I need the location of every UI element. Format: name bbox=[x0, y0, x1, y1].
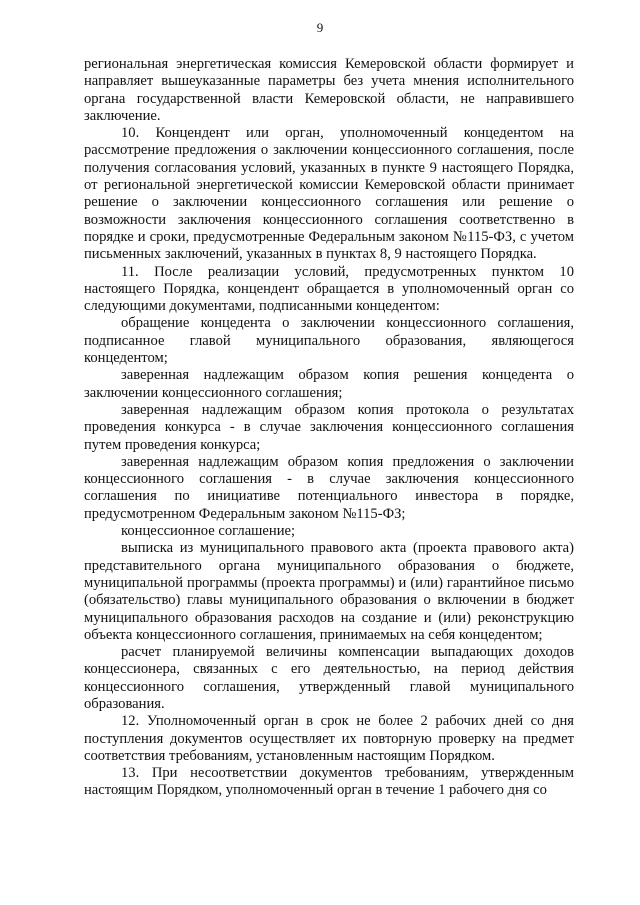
paragraph-clause-11: 11. После реализации условий, предусмотренных пунктом 10 настоящего Порядка, концендент обращается в уполномоченный орган со следующими документами, подписанными концедентом: bbox=[84, 263, 574, 315]
list-item-legal-act-extract: выписка из муниципального правового акта (проекта правового акта) представительного органа муниципального образования о бюджете, муниципальной программы (проекта программы) и (или) гарантийное письмо (обязательство) главы муниципального образования о включении в бюджет муниципального образования расходов на создание и (или) реконструкцию объекта концессионного соглашения, принимаемых на себя концедентом; bbox=[84, 540, 574, 643]
paragraph-continuation: региональная энергетическая комиссия Кемеровской области формирует и направляет вышеуказанные параметры без учета мнения исполнительного органа государственной власти Кемеровской области, не направившего заключение. bbox=[84, 56, 574, 124]
list-item-proposal-copy: заверенная надлежащим образом копия предложения о заключении концессионного соглашения - в случае заключения концессионного соглашения по инициативе потенциального инвестора в порядке, предусмотренном Федеральным законом №115-ФЗ; bbox=[84, 453, 574, 522]
paragraph-clause-13: 13. При несоответствии документов требованиям, утвержденным настоящим Порядком, уполномоченный орган в течение 1 рабочего дня со bbox=[84, 765, 574, 799]
list-item-protocol-copy: заверенная надлежащим образом копия протокола о результатах проведения конкурса - в случае заключения концессионного соглашения путем проведения конкурса; bbox=[84, 401, 574, 453]
paragraph-clause-12: 12. Уполномоченный орган в срок не более 2 рабочих дней со дня поступления документов осуществляет их повторную проверку на предмет соответствия требованиям, установленным настоящим Порядком. bbox=[84, 713, 574, 764]
paragraph-clause-10: 10. Концендент или орган, уполномоченный концедентом на рассмотрение предложения о заключении концессионного соглашения, после получения согласования условий, указанных в пункте 9 настоящего Порядка, от региональной энергетической комиссии Кемеровской области принимает решение о заключении концессионного соглашения или решение о возможности заключения концессионного соглашения соответственно в порядке и сроки, предусмотренные Федеральным законом №115-ФЗ, с учетом письменных заключений, указанных в пунктах 8, 9 настоящего Порядка. bbox=[84, 125, 574, 263]
list-item-decision-copy: заверенная надлежащим образом копия решения концедента о заключении концессионного соглашения; bbox=[84, 367, 574, 401]
document-body bbox=[84, 56, 574, 800]
list-item-concession-agreement: концессионное соглашение; bbox=[121, 523, 296, 540]
page-number: 9 bbox=[316, 20, 324, 35]
list-item-compensation-calculation: расчет планируемой величины компенсации выпадающих доходов концессионера, связанных с его деятельностью, на период действия концессионного соглашения, утвержденный главой муниципального образования. bbox=[84, 644, 574, 712]
list-item-appeal: обращение концедента о заключении концессионного соглашения, подписанное главой муниципального образования, являющегося концедентом; bbox=[84, 315, 574, 367]
